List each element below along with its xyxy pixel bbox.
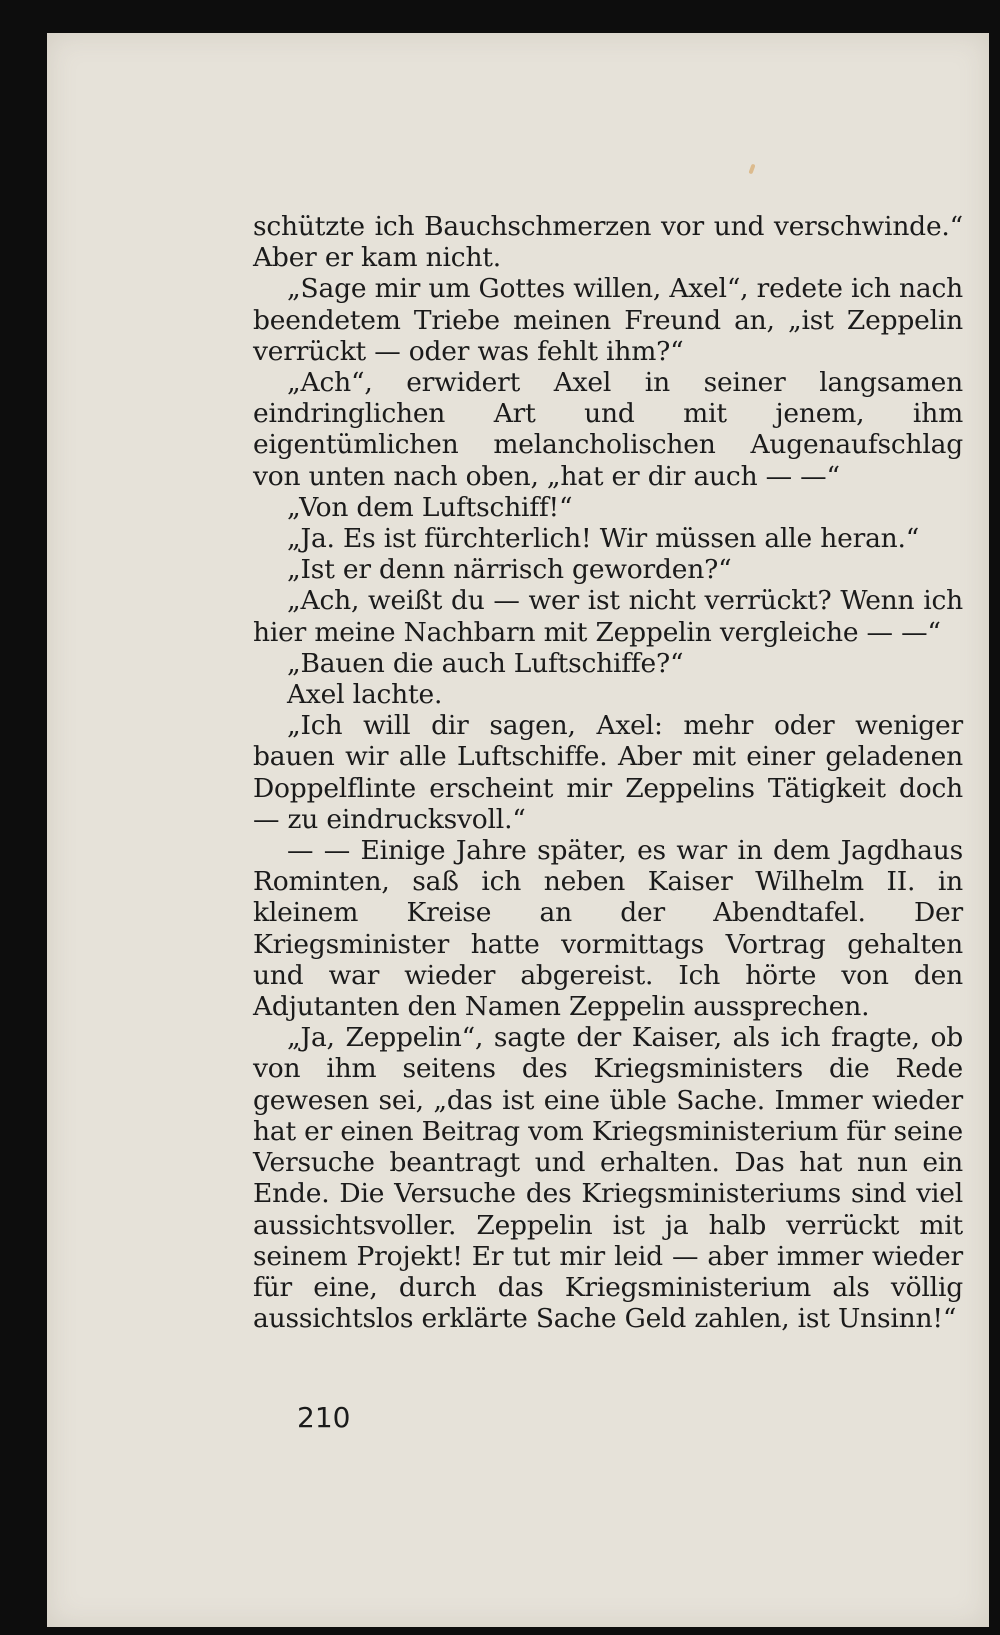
paragraph: „Ja. Es ist fürchterlich! Wir müssen alle heran.“ (287, 523, 920, 555)
paragraph: „Ach, weißt du — wer ist nicht verrückt? Wenn ich hier meine Nachbarn mit Zeppelin vergleiche — —“ (253, 585, 963, 648)
body-text (253, 211, 963, 1334)
book-page (47, 33, 989, 1627)
ink-speck (748, 164, 755, 175)
paragraph: „Ach“, erwidert Axel in seiner langsamen eindringlichen Art und mit jenem, ihm eigentümlichen melancholischen Augenaufschlag von unten nach oben, „hat er dir auch — —“ (253, 367, 963, 492)
paragraph: „Bauen die auch Luftschiffe?“ (287, 647, 684, 679)
paragraph: „Von dem Luftschiff!“ (287, 491, 573, 523)
paragraph: schützte ich Bauchschmerzen vor und verschwinde.“ Aber er kam nicht. (253, 211, 963, 274)
paragraph: „Ist er denn närrisch geworden?“ (287, 554, 732, 586)
paragraph: „Ich will dir sagen, Axel: mehr oder weniger bauen wir alle Luftschiffe. Aber mit einer geladenen Doppelflinte erscheint mir Zeppelins Tätigkeit doch — zu eindrucksvoll.“ (253, 710, 963, 835)
paragraph: „Ja, Zeppelin“, sagte der Kaiser, als ich fragte, ob von ihm seitens des Kriegsministers die Rede gewesen sei, „das ist eine üble Sache. Immer wieder hat er einen Beitrag vom Kriegsministerium für seine Versuche beantragt und erhalten. Das hat nun ein Ende. Die Versuche des Kriegsministeriums sind viel aussichtsvoller. Zeppelin ist ja halb verrückt mit seinem Projekt! Er tut mir leid — aber immer wieder für eine, durch das Kriegsministerium als völlig aussichtslos erklärte Sache Geld zahlen, ist Unsinn!“ (253, 1022, 963, 1335)
paragraph: Axel lachte. (287, 679, 443, 711)
paragraph: — — Einige Jahre später, es war in dem Jagdhaus Rominten, saß ich neben Kaiser Wilhelm II. in kleinem Kreise an der Abendtafel. Der Kriegsminister hatte vormittags Vortrag gehalten und war wieder abgereist. Ich hörte von den Adjutanten den Namen Zeppelin aussprechen. (253, 835, 963, 1023)
paragraph: „Sage mir um Gottes willen, Axel“, redete ich nach beendetem Triebe meinen Freund an, „ist Zeppelin verrückt — oder was fehlt ihm?“ (253, 273, 963, 367)
page-number: 210 (297, 1401, 351, 1434)
